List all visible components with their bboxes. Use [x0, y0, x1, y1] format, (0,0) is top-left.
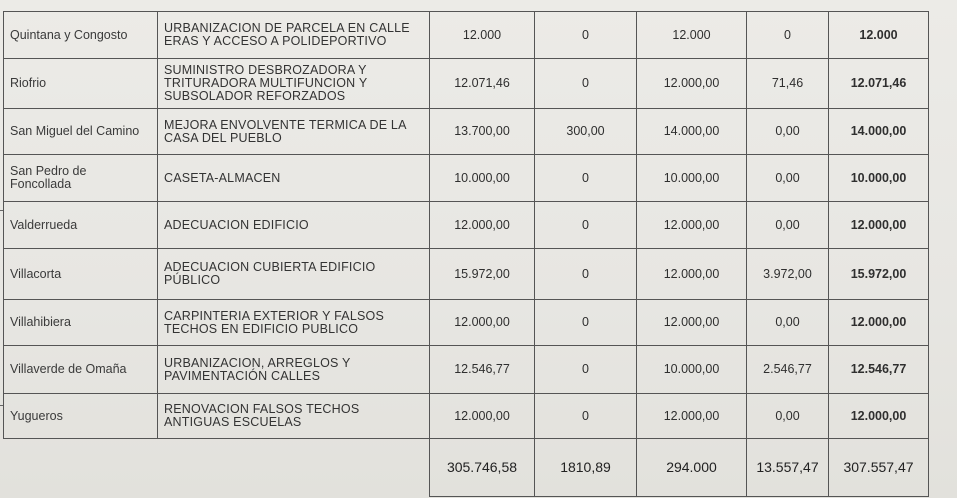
- col4-cell: 0,00: [747, 109, 829, 155]
- municipio-cell: Villahibiera: [4, 300, 158, 346]
- total-col3: 294.000: [637, 439, 747, 497]
- col4-cell: 71,46: [747, 59, 829, 109]
- municipio-cell: Valderrueda: [4, 202, 158, 249]
- presupuesto-cell: 12.000,00: [430, 300, 535, 346]
- municipio-cell: Villaverde de Omaña: [4, 346, 158, 394]
- presupuesto-cell: 12.546,77: [430, 346, 535, 394]
- col2-cell: 0: [535, 12, 637, 59]
- col2-cell: 0: [535, 202, 637, 249]
- municipio-cell: San Pedro de Foncollada: [4, 155, 158, 202]
- presupuesto-cell: 10.000,00: [430, 155, 535, 202]
- col2-cell: 0: [535, 249, 637, 300]
- totals-spacer: [4, 439, 158, 497]
- total-cell: 15.972,00: [829, 249, 929, 300]
- col4-cell: 0,00: [747, 155, 829, 202]
- total-cell: 12.000: [829, 12, 929, 59]
- descripcion-cell: MEJORA ENVOLVENTE TERMICA DE LA CASA DEL PUEBLO: [158, 109, 430, 155]
- table-row: [4, 202, 929, 249]
- col2-cell: 0: [535, 300, 637, 346]
- descripcion-cell: SUMINISTRO DESBROZADORA Y TRITURADORA MULTIFUNCION Y SUBSOLADOR REFORZADOS: [158, 59, 430, 109]
- total-presupuesto: 305.746,58: [430, 439, 535, 497]
- presupuesto-cell: 12.000,00: [430, 202, 535, 249]
- table-row: [4, 109, 929, 155]
- table-row: [4, 249, 929, 300]
- col2-cell: 0: [535, 394, 637, 439]
- col3-cell: 12.000: [637, 12, 747, 59]
- descripcion-cell: RENOVACION FALSOS TECHOS ANTIGUAS ESCUELAS: [158, 394, 430, 439]
- col3-cell: 12.000,00: [637, 300, 747, 346]
- col3-cell: 10.000,00: [637, 346, 747, 394]
- col4-cell: 0,00: [747, 300, 829, 346]
- col2-cell: 300,00: [535, 109, 637, 155]
- presupuesto-cell: 13.700,00: [430, 109, 535, 155]
- col3-cell: 14.000,00: [637, 109, 747, 155]
- total-cell: 12.000,00: [829, 202, 929, 249]
- presupuesto-cell: 12.000,00: [430, 394, 535, 439]
- total-cell: 12.000,00: [829, 394, 929, 439]
- table-row: [4, 394, 929, 439]
- total-grand: 307.557,47: [829, 439, 929, 497]
- col4-cell: 0,00: [747, 394, 829, 439]
- col3-cell: 12.000,00: [637, 59, 747, 109]
- presupuesto-cell: 12.000: [430, 12, 535, 59]
- presupuesto-cell: 12.071,46: [430, 59, 535, 109]
- col3-cell: 10.000,00: [637, 155, 747, 202]
- col2-cell: 0: [535, 346, 637, 394]
- municipio-cell: Villacorta: [4, 249, 158, 300]
- col4-cell: 0,00: [747, 202, 829, 249]
- table-row: [4, 155, 929, 202]
- descripcion-cell: URBANIZACION, ARREGLOS Y PAVIMENTACIÓN CALLES: [158, 346, 430, 394]
- table-row: [4, 59, 929, 109]
- total-col2: 1810,89: [535, 439, 637, 497]
- totals-spacer: [158, 439, 430, 497]
- table-row: [4, 300, 929, 346]
- col4-cell: 2.546,77: [747, 346, 829, 394]
- table-row: [4, 346, 929, 394]
- col3-cell: 12.000,00: [637, 202, 747, 249]
- municipio-cell: Riofrio: [4, 59, 158, 109]
- total-cell: 14.000,00: [829, 109, 929, 155]
- col3-cell: 12.000,00: [637, 249, 747, 300]
- col3-cell: 12.000,00: [637, 394, 747, 439]
- total-cell: 12.000,00: [829, 300, 929, 346]
- subsidy-table: [3, 11, 929, 497]
- total-cell: 12.546,77: [829, 346, 929, 394]
- total-col4: 13.557,47: [747, 439, 829, 497]
- total-cell: 12.071,46: [829, 59, 929, 109]
- table-row: [4, 12, 929, 59]
- col4-cell: 3.972,00: [747, 249, 829, 300]
- descripcion-cell: CARPINTERIA EXTERIOR Y FALSOS TECHOS EN EDIFICIO PUBLICO: [158, 300, 430, 346]
- municipio-cell: Quintana y Congosto: [4, 12, 158, 59]
- municipio-cell: Yugueros: [4, 394, 158, 439]
- totals-row: [4, 439, 929, 497]
- presupuesto-cell: 15.972,00: [430, 249, 535, 300]
- municipio-cell: San Miguel del Camino: [4, 109, 158, 155]
- descripcion-cell: CASETA-ALMACEN: [158, 155, 430, 202]
- descripcion-cell: URBANIZACION DE PARCELA EN CALLE ERAS Y ACCESO A POLIDEPORTIVO: [158, 12, 430, 59]
- descripcion-cell: ADECUACION EDIFICIO: [158, 202, 430, 249]
- descripcion-cell: ADECUACION CUBIERTA EDIFICIO PÚBLICO: [158, 249, 430, 300]
- col2-cell: 0: [535, 155, 637, 202]
- total-cell: 10.000,00: [829, 155, 929, 202]
- col4-cell: 0: [747, 12, 829, 59]
- col2-cell: 0: [535, 59, 637, 109]
